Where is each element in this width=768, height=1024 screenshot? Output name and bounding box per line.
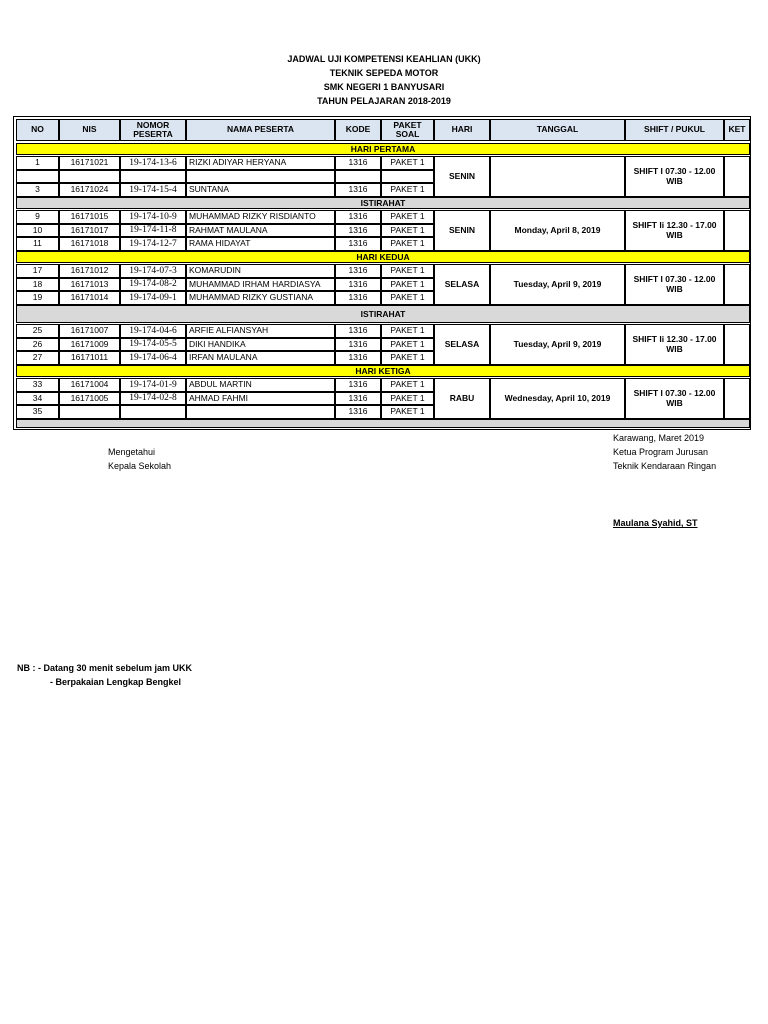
- cell-tanggal: Tuesday, April 9, 2019: [490, 324, 625, 365]
- day-band-hari-kedua: HARI KEDUA: [16, 251, 750, 263]
- header-col-tanggal: TANGGAL: [490, 119, 625, 141]
- cell-hari: SELASA: [434, 324, 490, 365]
- signer-name: Maulana Syahid, ST: [613, 518, 698, 528]
- cell-nomor-peserta: 19-174-08-2: [120, 278, 186, 291]
- header-col-hari: HARI: [434, 119, 490, 141]
- cell-nomor-peserta: 19-174-01-9: [120, 378, 186, 392]
- title-line-2: TEKNIK SEPEDA MOTOR: [329, 68, 439, 78]
- cell-kode: 1316: [335, 156, 381, 170]
- header-col-shift: SHIFT / PUKUL: [625, 119, 724, 141]
- cell-no: 26: [16, 338, 59, 351]
- cell-nomor-peserta: 19-174-06-4: [120, 351, 186, 365]
- cell-ket: [724, 156, 750, 197]
- cell-no: 33: [16, 378, 59, 392]
- cell-kode: 1316: [335, 405, 381, 419]
- cell-nomor-peserta: 19-174-12-7: [120, 237, 186, 251]
- cell-no: 19: [16, 291, 59, 305]
- cell-nama-peserta: RAMA HIDAYAT: [186, 237, 335, 251]
- cell-shift: SHIFT I 07.30 - 12.00 WIB: [625, 156, 724, 197]
- cell-paket-soal: [381, 170, 434, 183]
- cell-kode: 1316: [335, 264, 381, 278]
- cell-nomor-peserta: 19-174-15-4: [120, 183, 186, 197]
- cell-nama-peserta: ABDUL MARTIN: [186, 378, 335, 392]
- title-line-3: SMK NEGERI 1 BANYUSARI: [323, 82, 445, 92]
- day-band-hari-pertama: HARI PERTAMA: [16, 143, 750, 155]
- table-footer-band: [16, 419, 750, 428]
- cell-no: 11: [16, 237, 59, 251]
- note-line-2: - Berpakaian Lengkap Bengkel: [50, 677, 182, 687]
- cell-paket-soal: PAKET 1: [381, 278, 434, 291]
- header-col-no: NO: [16, 119, 59, 141]
- cell-shift: SHIFT I 07.30 - 12.00 WIB: [625, 264, 724, 305]
- cell-tanggal: [490, 156, 625, 197]
- break-band-istirahat-2: ISTIRAHAT: [16, 305, 750, 323]
- cell-nis: 16171011: [59, 351, 120, 365]
- cell-paket-soal: PAKET 1: [381, 156, 434, 170]
- cell-kode: 1316: [335, 324, 381, 338]
- cell-nama-peserta: MUHAMMAD RIZKY RISDIANTO: [186, 210, 335, 224]
- cell-paket-soal: PAKET 1: [381, 324, 434, 338]
- cell-kode: 1316: [335, 237, 381, 251]
- cell-ket: [724, 378, 750, 419]
- cell-nis: 16171015: [59, 210, 120, 224]
- cell-hari: SENIN: [434, 210, 490, 251]
- cell-kode: 1316: [335, 291, 381, 305]
- signature-right-line-2: Teknik Kendaraan Ringan: [613, 461, 717, 471]
- schedule-table: [13, 116, 751, 430]
- cell-tanggal: Wednesday, April 10, 2019: [490, 378, 625, 419]
- cell-kode: 1316: [335, 351, 381, 365]
- cell-nomor-peserta: 19-174-04-6: [120, 324, 186, 338]
- cell-no: 35: [16, 405, 59, 419]
- cell-no: 25: [16, 324, 59, 338]
- cell-nis: 16171014: [59, 291, 120, 305]
- cell-no: 1: [16, 156, 59, 170]
- signature-left-line-2: Kepala Sekolah: [108, 461, 172, 471]
- signature-place-date: Karawang, Maret 2019: [613, 433, 705, 443]
- break-band-istirahat-1: ISTIRAHAT: [16, 197, 750, 209]
- cell-nis: [59, 170, 120, 183]
- cell-nama-peserta: RIZKI ADIYAR HERYANA: [186, 156, 335, 170]
- cell-no: 27: [16, 351, 59, 365]
- cell-no: 10: [16, 224, 59, 237]
- header-col-nomor-peserta: NOMOR PESERTA: [120, 119, 186, 141]
- cell-paket-soal: PAKET 1: [381, 210, 434, 224]
- header-col-nis: NIS: [59, 119, 120, 141]
- header-col-paket-soal: PAKET SOAL: [381, 119, 434, 141]
- cell-kode: 1316: [335, 224, 381, 237]
- header-col-kode: KODE: [335, 119, 381, 141]
- cell-paket-soal: PAKET 1: [381, 291, 434, 305]
- cell-nis: 16171017: [59, 224, 120, 237]
- cell-shift: SHIFT Ii 12.30 - 17.00 WIB: [625, 324, 724, 365]
- cell-shift: SHIFT I 07.30 - 12.00 WIB: [625, 378, 724, 419]
- cell-no: 9: [16, 210, 59, 224]
- cell-paket-soal: PAKET 1: [381, 338, 434, 351]
- cell-nis: 16171007: [59, 324, 120, 338]
- cell-nomor-peserta: 19-174-02-8: [120, 392, 186, 405]
- cell-nis: 16171013: [59, 278, 120, 291]
- cell-nomor-peserta: 19-174-11-8: [120, 224, 186, 237]
- cell-kode: 1316: [335, 338, 381, 351]
- cell-no: 17: [16, 264, 59, 278]
- cell-paket-soal: PAKET 1: [381, 237, 434, 251]
- cell-paket-soal: PAKET 1: [381, 183, 434, 197]
- cell-paket-soal: PAKET 1: [381, 378, 434, 392]
- cell-nomor-peserta: 19-174-07-3: [120, 264, 186, 278]
- cell-no: 18: [16, 278, 59, 291]
- cell-nama-peserta: KOMARUDIN: [186, 264, 335, 278]
- cell-nama-peserta: MUHAMMAD RIZKY GUSTIANA: [186, 291, 335, 305]
- cell-nomor-peserta: [120, 170, 186, 183]
- cell-no: 3: [16, 183, 59, 197]
- cell-tanggal: Monday, April 8, 2019: [490, 210, 625, 251]
- cell-paket-soal: PAKET 1: [381, 264, 434, 278]
- cell-paket-soal: PAKET 1: [381, 351, 434, 365]
- cell-nomor-peserta: 19-174-05-5: [120, 338, 186, 351]
- cell-hari: SENIN: [434, 156, 490, 197]
- cell-hari: RABU: [434, 378, 490, 419]
- signature-right-line-1: Ketua Program Jurusan: [613, 447, 709, 457]
- cell-nis: 16171004: [59, 378, 120, 392]
- day-band-hari-ketiga: HARI KETIGA: [16, 365, 750, 377]
- cell-nama-peserta: [186, 405, 335, 419]
- cell-no: [16, 170, 59, 183]
- signature-left-line-1: Mengetahui: [108, 447, 156, 457]
- cell-tanggal: Tuesday, April 9, 2019: [490, 264, 625, 305]
- cell-ket: [724, 264, 750, 305]
- cell-nama-peserta: ARFIE ALFIANSYAH: [186, 324, 335, 338]
- cell-ket: [724, 210, 750, 251]
- cell-nomor-peserta: 19-174-10-9: [120, 210, 186, 224]
- cell-nis: 16171009: [59, 338, 120, 351]
- cell-kode: 1316: [335, 278, 381, 291]
- cell-shift: SHIFT Ii 12.30 - 17.00 WIB: [625, 210, 724, 251]
- cell-kode: 1316: [335, 392, 381, 405]
- cell-kode: [335, 170, 381, 183]
- cell-nama-peserta: [186, 170, 335, 183]
- cell-nama-peserta: DIKI HANDIKA: [186, 338, 335, 351]
- title-line-4: TAHUN PELAJARAN 2018-2019: [317, 96, 451, 106]
- cell-kode: 1316: [335, 378, 381, 392]
- cell-nis: 16171021: [59, 156, 120, 170]
- cell-nis: [59, 405, 120, 419]
- cell-nomor-peserta: [120, 405, 186, 419]
- cell-paket-soal: PAKET 1: [381, 224, 434, 237]
- cell-paket-soal: PAKET 1: [381, 392, 434, 405]
- cell-kode: 1316: [335, 210, 381, 224]
- title-line-1: JADWAL UJI KOMPETENSI KEAHLIAN (UKK): [287, 54, 481, 64]
- cell-nama-peserta: RAHMAT MAULANA: [186, 224, 335, 237]
- note-line-1: NB : - Datang 30 menit sebelum jam UKK: [17, 663, 193, 673]
- cell-nama-peserta: IRFAN MAULANA: [186, 351, 335, 365]
- cell-ket: [724, 324, 750, 365]
- cell-hari: SELASA: [434, 264, 490, 305]
- cell-nis: 16171024: [59, 183, 120, 197]
- cell-nis: 16171012: [59, 264, 120, 278]
- cell-nomor-peserta: 19-174-09-1: [120, 291, 186, 305]
- cell-paket-soal: PAKET 1: [381, 405, 434, 419]
- cell-nis: 16171005: [59, 392, 120, 405]
- cell-no: 34: [16, 392, 59, 405]
- cell-nama-peserta: SUNTANA: [186, 183, 335, 197]
- cell-nama-peserta: MUHAMMAD IRHAM HARDIASYA: [186, 278, 335, 291]
- cell-nis: 16171018: [59, 237, 120, 251]
- header-col-nama-peserta: NAMA PESERTA: [186, 119, 335, 141]
- header-col-ket: KET: [724, 119, 750, 141]
- cell-nama-peserta: AHMAD FAHMI: [186, 392, 335, 405]
- cell-nomor-peserta: 19-174-13-6: [120, 156, 186, 170]
- cell-kode: 1316: [335, 183, 381, 197]
